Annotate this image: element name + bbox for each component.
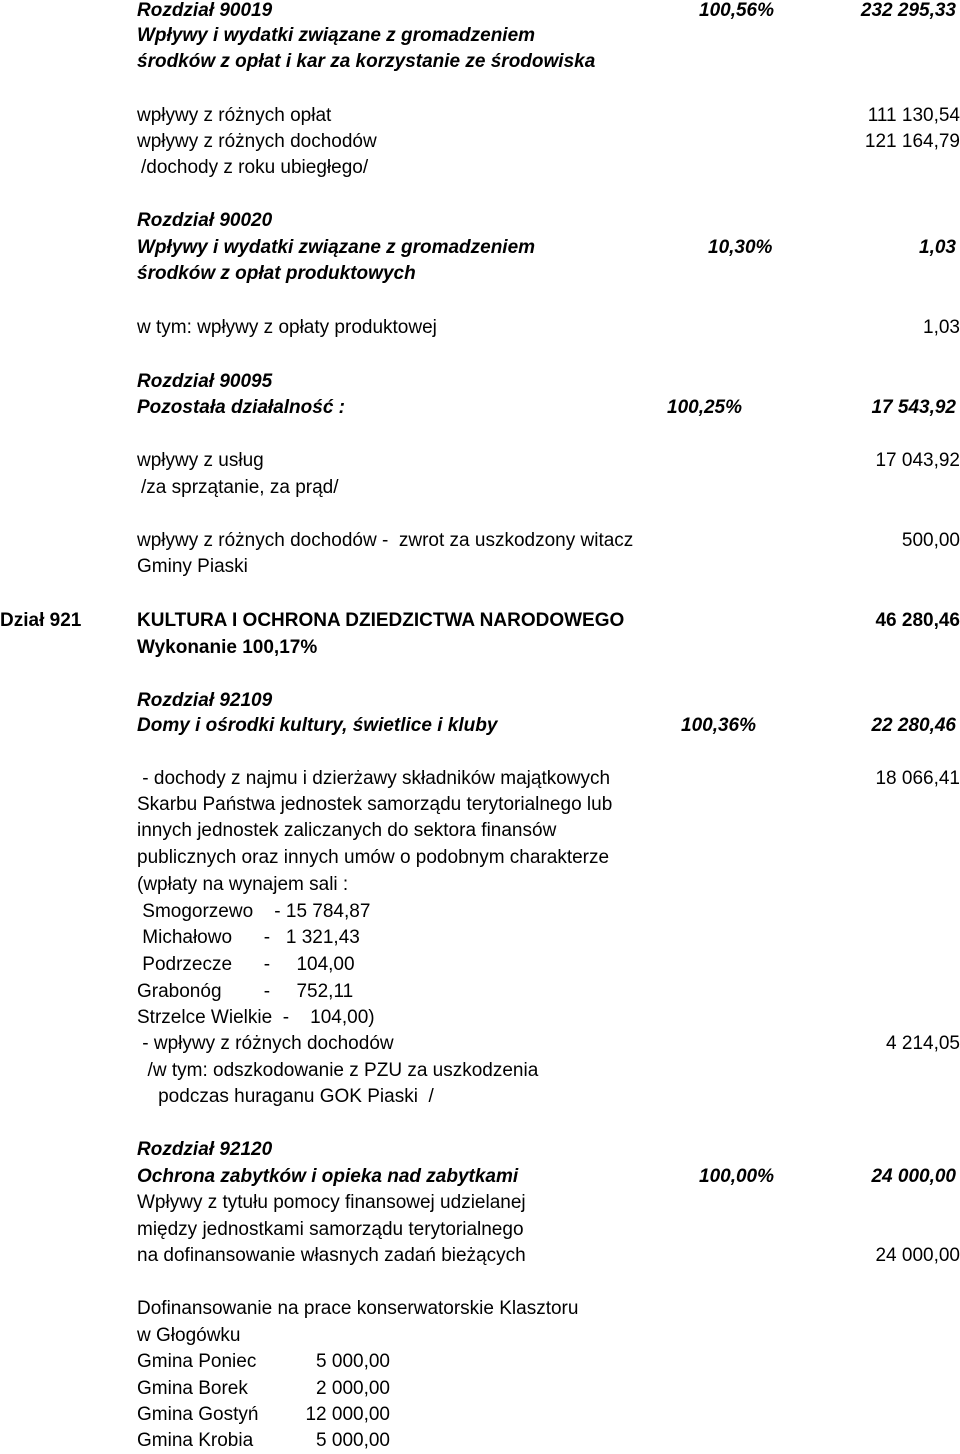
section-amount-90095: 17 543,92 — [871, 397, 956, 418]
detail-line: (wpłaty na wynajem sali : — [137, 874, 349, 895]
gmina-name: Gmina Krobia — [137, 1430, 254, 1451]
section-name-90095: Pozostała działalność : — [137, 397, 345, 418]
dzial-amount: 46 280,46 — [875, 610, 960, 631]
income-note: /dochody z roku ubiegłego/ — [141, 157, 369, 178]
gmina-amount: 5 000,00 — [316, 1351, 390, 1372]
section-name-90020-line2: środków z opłat produktowych — [137, 263, 416, 284]
income-amount: 17 043,92 — [875, 450, 960, 471]
income-line: w tym: wpływy z opłaty produktowej — [137, 317, 437, 338]
detail-line: Wpływy z tytułu pomocy finansowej udzielanej — [137, 1192, 526, 1213]
dzial-title: KULTURA I OCHRONA DZIEDZICTWA NARODOWEGO — [137, 610, 625, 631]
detail-line: - wpływy z różnych dochodów — [137, 1033, 394, 1054]
income-line: wpływy z usług — [137, 450, 264, 471]
funding-line: w Głogówku — [137, 1325, 241, 1346]
section-title-92109: Rozdział 92109 — [137, 690, 273, 711]
section-amount-92109: 22 280,46 — [871, 715, 956, 736]
detail-line: publicznych oraz innych umów o podobnym charakterze — [137, 847, 610, 868]
detail-line: innych jednostek zaliczanych do sektora finansów — [137, 820, 557, 841]
income-note: /za sprzątanie, za prąd/ — [141, 477, 339, 498]
dzial-label: Dział 921 — [0, 610, 82, 631]
section-name-90020-line1: Wpływy i wydatki związane z gromadzeniem — [137, 237, 536, 258]
gmina-amount: 5 000,00 — [316, 1430, 390, 1451]
detail-line: Podrzecze - 104,00 — [137, 954, 355, 975]
dzial-execution: Wykonanie 100,17% — [137, 637, 318, 658]
detail-line: na dofinansowanie własnych zadań bieżących — [137, 1245, 526, 1266]
section-name-90019-line2: środków z opłat i kar za korzystanie ze środowiska — [137, 51, 596, 72]
income-line: wpływy z różnych opłat — [137, 105, 332, 126]
detail-line: /w tym: odszkodowanie z PZU za uszkodzenia — [137, 1060, 539, 1081]
detail-line: Smogorzewo - 15 784,87 — [137, 901, 371, 922]
income-line: wpływy z różnych dochodów - zwrot za uszkodzony witacz — [137, 530, 634, 551]
income-note: Gminy Piaski — [137, 556, 248, 577]
funding-line: Dofinansowanie na prace konserwatorskie Klasztoru — [137, 1298, 579, 1319]
section-percent-90095: 100,25% — [667, 397, 743, 418]
section-amount-90019: 232 295,33 — [860, 0, 956, 21]
section-percent-92109: 100,36% — [681, 715, 757, 736]
detail-line: podczas huraganu GOK Piaski / — [137, 1086, 434, 1107]
income-line: wpływy z różnych dochodów — [137, 131, 377, 152]
detail-line: między jednostkami samorządu terytorialnego — [137, 1219, 524, 1240]
detail-amount: 18 066,41 — [875, 768, 960, 789]
detail-line: Grabonóg - 752,11 — [137, 981, 354, 1002]
section-title-90020: Rozdział 90020 — [137, 210, 273, 231]
detail-line: Skarbu Państwa jednostek samorządu terytorialnego lub — [137, 794, 613, 815]
section-percent-90020: 10,30% — [708, 237, 773, 258]
section-name-90019-line1: Wpływy i wydatki związane z gromadzeniem — [137, 25, 536, 46]
income-amount: 1,03 — [923, 317, 960, 338]
section-percent-90019: 100,56% — [699, 0, 775, 21]
detail-line: Michałowo - 1 321,43 — [137, 927, 360, 948]
detail-amount: 4 214,05 — [886, 1033, 960, 1054]
gmina-amount: 2 000,00 — [316, 1378, 390, 1399]
section-name-92109: Domy i ośrodki kultury, świetlice i kluby — [137, 715, 498, 736]
section-title-92120: Rozdział 92120 — [137, 1139, 273, 1160]
section-title-90095: Rozdział 90095 — [137, 371, 273, 392]
section-amount-92120: 24 000,00 — [871, 1166, 956, 1187]
section-name-92120: Ochrona zabytków i opieka nad zabytkami — [137, 1166, 519, 1187]
section-amount-90020: 1,03 — [919, 237, 956, 258]
section-title-90019: Rozdział 90019 — [137, 0, 273, 21]
income-amount: 500,00 — [901, 530, 960, 551]
gmina-name: Gmina Borek — [137, 1378, 248, 1399]
gmina-amount: 12 000,00 — [305, 1404, 390, 1425]
detail-line: - dochody z najmu i dzierżawy składników majątkowych — [137, 768, 611, 789]
detail-line: Strzelce Wielkie - 104,00) — [137, 1007, 375, 1028]
gmina-name: Gmina Gostyń — [137, 1404, 259, 1425]
income-amount: 111 130,54 — [867, 105, 960, 126]
detail-amount: 24 000,00 — [875, 1245, 960, 1266]
section-percent-92120: 100,00% — [699, 1166, 775, 1187]
income-amount: 121 164,79 — [864, 131, 960, 152]
gmina-name: Gmina Poniec — [137, 1351, 257, 1372]
